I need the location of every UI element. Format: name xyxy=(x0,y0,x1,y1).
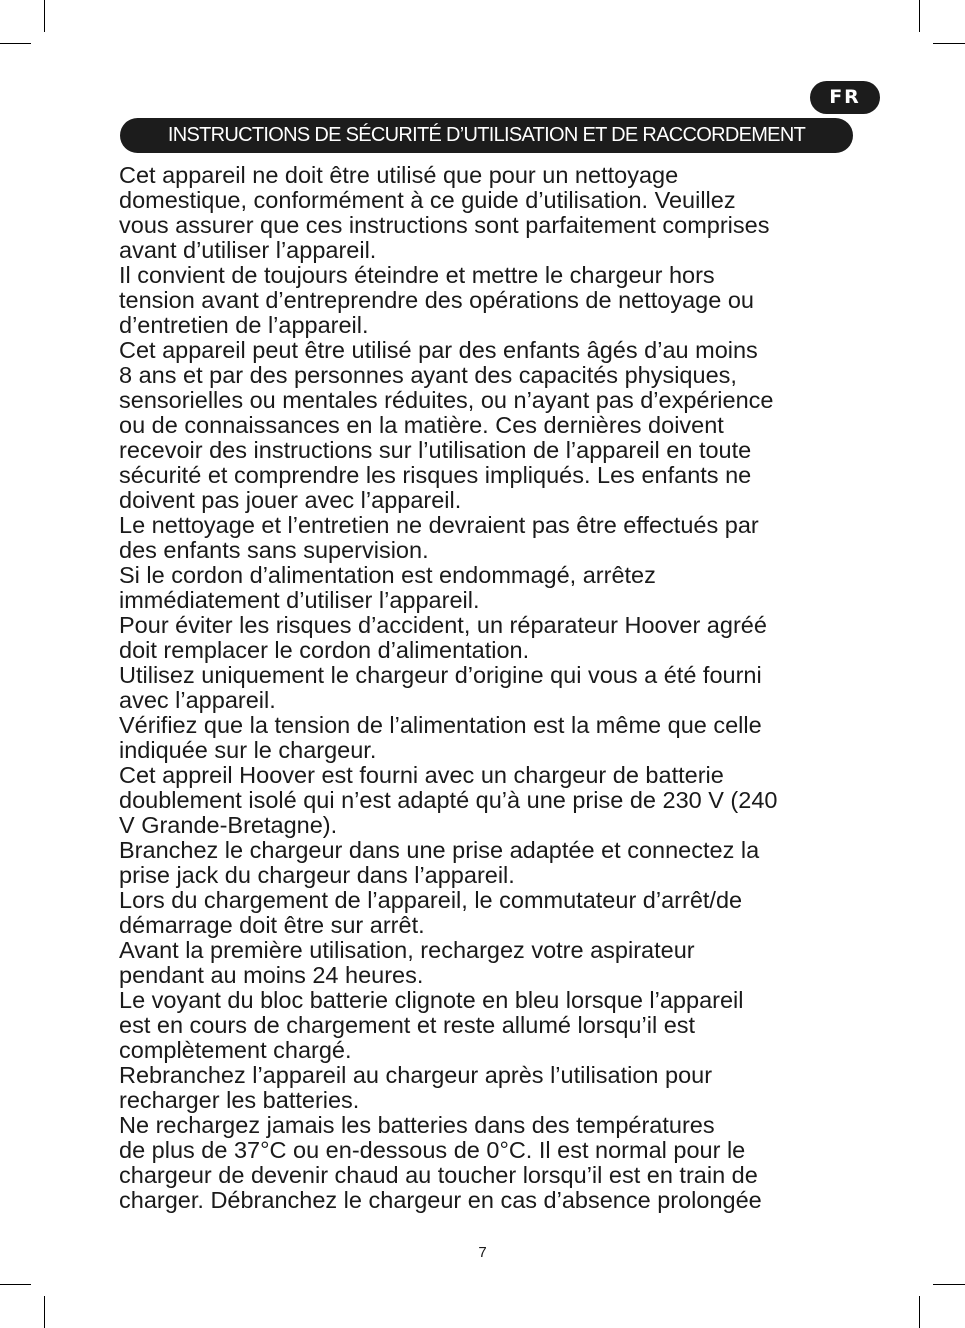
text-line: Cet appareil ne doit être utilisé que pour un nettoyage xyxy=(119,162,679,188)
text-line: doublement isolé qui n’est adapté qu’à une prise de 230 V (240 xyxy=(119,787,778,813)
page-number: 7 xyxy=(478,1244,487,1261)
text-line: Cet appreil Hoover est fourni avec un chargeur de batterie xyxy=(119,762,724,788)
text-line: Branchez le chargeur dans une prise adaptée et connectez la xyxy=(119,837,760,863)
text-line: immédiatement d’utiliser l’appareil. xyxy=(119,587,480,613)
crop-mark-top-right-horizontal xyxy=(933,43,965,44)
text-line: est en cours de chargement et reste allumé lorsqu’il est xyxy=(119,1012,696,1038)
text-line: Le nettoyage et l’entretien ne devraient pas être effectués par xyxy=(119,512,759,538)
text-line: doit remplacer le cordon d’alimentation. xyxy=(119,637,530,663)
text-line: Lors du chargement de l’appareil, le commutateur d’arrêt/de xyxy=(119,887,743,913)
text-line: tension avant d’entreprendre des opérations de nettoyage ou xyxy=(119,287,754,313)
text-line: Pour éviter les risques d’accident, un réparateur Hoover agréé xyxy=(119,612,767,638)
text-line: sécurité et comprendre les risques impliqués. Les enfants ne xyxy=(119,462,752,488)
text-line: Le voyant du bloc batterie clignote en bleu lorsque l’appareil xyxy=(119,987,744,1013)
text-line: complètement chargé. xyxy=(119,1037,352,1063)
text-line: avant d’utiliser l’appareil. xyxy=(119,237,377,263)
text-line: Utilisez uniquement le chargeur d’origine qui vous a été fourni xyxy=(119,662,762,688)
text-line: ou de connaissances en la matière. Ces dernières doivent xyxy=(119,412,724,438)
text-line: indiquée sur le chargeur. xyxy=(119,737,377,763)
text-line: Ne rechargez jamais les batteries dans des températures xyxy=(119,1112,715,1138)
text-line: vous assurer que ces instructions sont parfaitement comprises xyxy=(119,212,770,238)
text-line: Vérifiez que la tension de l’alimentation est la même que celle xyxy=(119,712,762,738)
text-line: doivent pas jouer avec l’appareil. xyxy=(119,487,462,513)
crop-mark-bottom-left-vertical xyxy=(44,1296,45,1328)
text-line: V Grande-Bretagne). xyxy=(119,812,338,838)
safety-instructions-text xyxy=(119,163,849,1213)
text-line: recharger les batteries. xyxy=(119,1087,360,1113)
text-line: domestique, conformément à ce guide d’utilisation. Veuillez xyxy=(119,187,736,213)
text-line: de plus de 37°C ou en-dessous de 0°C. Il est normal pour le xyxy=(119,1137,746,1163)
text-line: charger. Débranchez le chargeur en cas d’absence prolongée xyxy=(119,1187,762,1213)
text-line: des enfants sans supervision. xyxy=(119,537,429,563)
crop-mark-top-right-vertical xyxy=(919,0,920,32)
text-line: Si le cordon d’alimentation est endommagé, arrêtez xyxy=(119,562,656,588)
text-line: prise jack du chargeur dans l’appareil. xyxy=(119,862,515,888)
text-line: d’entretien de l’appareil. xyxy=(119,312,369,338)
text-line: 8 ans et par des personnes ayant des capacités physiques, xyxy=(119,362,737,388)
text-line: sensorielles ou mentales réduites, ou n’ayant pas d’expérience xyxy=(119,387,774,413)
text-line: démarrage doit être sur arrêt. xyxy=(119,912,425,938)
crop-mark-bottom-right-horizontal xyxy=(933,1284,965,1285)
text-line: avec l’appareil. xyxy=(119,687,276,713)
crop-mark-top-left-horizontal xyxy=(0,43,31,44)
crop-mark-bottom-right-vertical xyxy=(919,1296,920,1328)
text-line: Cet appareil peut être utilisé par des enfants âgés d’au moins xyxy=(119,337,758,363)
text-line: Rebranchez l’appareil au chargeur après l’utilisation pour xyxy=(119,1062,713,1088)
crop-mark-top-left-vertical xyxy=(44,0,45,32)
section-header: INSTRUCTIONS DE SÉCURITÉ D’UTILISATION ET DE RACCORDEMENT xyxy=(120,118,853,153)
text-line: recevoir des instructions sur l’utilisation de l’appareil en toute xyxy=(119,437,752,463)
text-line: chargeur de devenir chaud au toucher lorsqu’il est en train de xyxy=(119,1162,758,1188)
text-line: Avant la première utilisation, rechargez votre aspirateur xyxy=(119,937,695,963)
text-line: Il convient de toujours éteindre et mettre le chargeur hors xyxy=(119,262,715,288)
language-badge: FR xyxy=(810,81,880,114)
text-line: pendant au moins 24 heures. xyxy=(119,962,424,988)
crop-mark-bottom-left-horizontal xyxy=(0,1284,31,1285)
